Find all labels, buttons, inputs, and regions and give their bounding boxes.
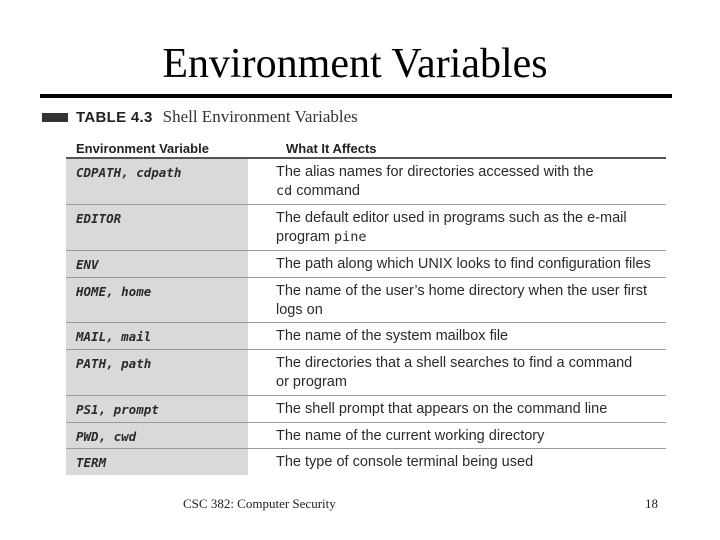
description-cell [276,323,666,349]
slide-title: Environment Variables [162,41,548,87]
description-line-2 [276,182,666,201]
variable-name-cell: PATH, path [66,350,248,395]
description-text: logs on [276,302,323,318]
description-line: The default editor used in programs such as the e-mail [276,210,627,226]
table-header-row [66,138,666,159]
table-body [66,138,666,475]
footer-course: CSC 382: Computer Security [183,496,336,511]
variable-name-cell: HOME, home [66,278,248,322]
table-row [66,278,666,323]
description-line-2 [276,373,666,392]
table-row [66,323,666,350]
description-text: command [292,183,360,199]
title-underline [40,94,672,98]
description-cell [276,251,666,277]
variable-name-cell: PS1, prompt [66,396,248,422]
description-line-2 [276,301,666,320]
variable-name-cell: TERM [66,449,248,475]
table-rows [66,159,666,475]
description-line-2 [276,228,666,247]
description-text: program [276,229,335,245]
table-row [66,251,666,278]
table-row [66,423,666,449]
description-line: The name of the current working directory [276,428,545,444]
column-header-variable: Environment Variable [76,141,209,156]
variable-name-cell: MAIL, mail [66,323,248,349]
description-line: The type of console terminal being used [276,454,534,470]
caption-bar-decoration [42,113,68,122]
table-row [66,449,666,475]
description-cell [276,449,666,475]
variable-name-cell: EDITOR [66,205,248,250]
description-line: The name of the user’s home directory when the user first [276,283,648,299]
variable-name-cell: PWD, cwd [66,423,248,448]
table-caption-text: Shell Environment Variables [162,107,358,126]
table-caption [42,104,670,130]
table-label: TABLE 4.3 [76,108,153,126]
inline-code: cd [276,183,293,199]
inline-code: pine [334,229,367,245]
description-line: The shell prompt that appears on the command line [276,401,608,417]
variable-name-cell: ENV [66,251,248,277]
description-line: The path along which UNIX looks to find configuration files [276,256,651,272]
description-line: The name of the system mailbox file [276,328,509,344]
column-header-affects: What It Affects [286,141,377,156]
table-row [66,396,666,423]
description-line: The alias names for directories accessed with the [276,164,594,180]
description-cell [276,423,666,448]
variables-table [42,104,670,475]
table-row [66,205,666,251]
description-cell [276,396,666,422]
description-cell [276,350,666,395]
table-row [66,350,666,396]
description-cell [276,205,666,250]
table-row [66,159,666,205]
description-text: or program [276,374,347,390]
page-number: 18 [645,496,658,511]
slide-footer [0,496,720,516]
variable-name-cell: CDPATH, cdpath [66,159,248,204]
description-cell [276,159,666,204]
description-line: The directories that a shell searches to find a command [276,355,633,371]
description-cell [276,278,666,322]
